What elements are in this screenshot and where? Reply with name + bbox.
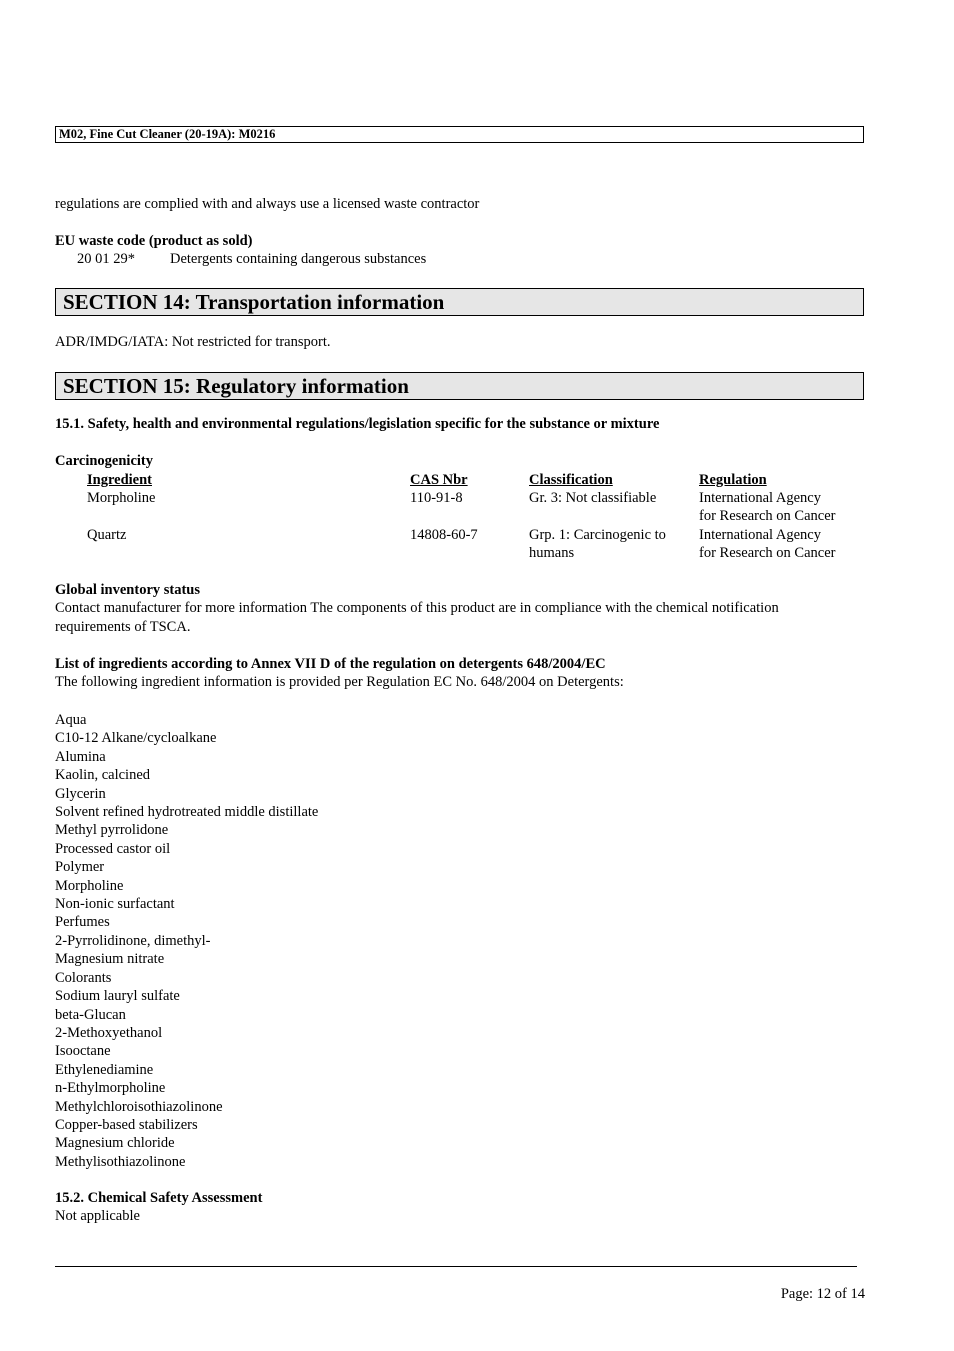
list-item: n-Ethylmorpholine	[55, 1080, 166, 1097]
list-item: Methylchloroisothiazolinone	[55, 1098, 223, 1115]
list-item: Non-ionic surfactant	[55, 896, 175, 913]
global-inventory-line1: Contact manufacturer for more information The components of this product are in compliance with the chemical notification	[55, 600, 779, 616]
ingredient-cell: Morpholine	[87, 490, 156, 506]
list-item: Magnesium chloride	[55, 1135, 175, 1152]
list-item: Morpholine	[55, 877, 124, 894]
list-item: Kaolin, calcined	[55, 767, 151, 784]
page-number: Page: 12 of 14	[780, 1286, 865, 1302]
footer-divider	[55, 1266, 857, 1267]
list-item: Colorants	[55, 969, 112, 986]
document-header: M02, Fine Cut Cleaner (20-19A): M0216	[55, 126, 864, 143]
section-14-title: SECTION 14: Transportation information	[55, 288, 864, 316]
list-item: Alumina	[55, 748, 106, 765]
ingredient-cell: Quartz	[87, 527, 127, 543]
column-header-cas: CAS Nbr	[410, 472, 468, 488]
classification-cell-line2: humans	[529, 545, 575, 561]
list-item: Polymer	[55, 859, 105, 876]
list-item: Aqua	[55, 712, 87, 728]
ingredient-list	[55, 711, 318, 1171]
list-item: 2-Methoxyethanol	[55, 1024, 163, 1041]
section-15-title: SECTION 15: Regulatory information	[55, 372, 864, 400]
list-item: Magnesium nitrate	[55, 951, 165, 968]
list-item: Methylisothiazolinone	[55, 1153, 186, 1170]
list-item: Methyl pyrrolidone	[55, 822, 169, 839]
list-item: Isooctane	[55, 1043, 111, 1060]
eu-waste-code: 20 01 29*	[77, 251, 135, 267]
list-item: Processed castor oil	[55, 840, 171, 857]
column-header-regulation: Regulation	[699, 472, 767, 488]
subsection-15-2: 15.2. Chemical Safety Assessment	[55, 1190, 263, 1206]
list-item: C10-12 Alkane/cycloalkane	[55, 730, 217, 747]
regulation-cell-line1: International Agency	[699, 490, 821, 506]
cas-cell: 110-91-8	[410, 490, 463, 506]
global-inventory-heading: Global inventory status	[55, 582, 201, 598]
regulation-cell-line2: for Research on Cancer	[699, 508, 836, 524]
list-item: Solvent refined hydrotreated middle distillate	[55, 804, 319, 821]
list-item: Copper-based stabilizers	[55, 1116, 198, 1133]
column-header-ingredient: Ingredient	[87, 472, 152, 488]
transport-text: ADR/IMDG/IATA: Not restricted for transport.	[55, 334, 331, 350]
regulation-cell-line2: for Research on Cancer	[699, 545, 836, 561]
eu-waste-description: Detergents containing dangerous substances	[170, 251, 427, 267]
list-item: Ethylenediamine	[55, 1061, 154, 1078]
annex-text: The following ingredient information is provided per Regulation EC No. 648/2004 on Detergents:	[55, 674, 624, 690]
subsection-15-1: 15.1. Safety, health and environmental regulations/legislation specific for the substance or mixture	[55, 416, 660, 432]
list-item: Sodium lauryl sulfate	[55, 988, 180, 1005]
list-item: Glycerin	[55, 785, 106, 802]
waste-disposal-text: regulations are complied with and always use a licensed waste contractor	[55, 196, 480, 212]
eu-waste-heading: EU waste code (product as sold)	[55, 233, 253, 249]
classification-cell: Gr. 3: Not classifiable	[529, 490, 657, 506]
list-item: beta-Glucan	[55, 1006, 126, 1023]
list-item: 2-Pyrrolidinone, dimethyl-	[55, 932, 211, 949]
chemical-safety-text: Not applicable	[55, 1208, 140, 1224]
annex-heading: List of ingredients according to Annex VII D of the regulation on detergents 648/2004/EC	[55, 656, 606, 672]
column-header-classification: Classification	[529, 472, 613, 488]
regulation-cell-line1: International Agency	[699, 527, 821, 543]
carcinogenicity-heading: Carcinogenicity	[55, 453, 153, 469]
global-inventory-line2: requirements of TSCA.	[55, 619, 191, 635]
cas-cell: 14808-60-7	[410, 527, 478, 543]
list-item: Perfumes	[55, 914, 110, 931]
classification-cell-line1: Grp. 1: Carcinogenic to	[529, 527, 666, 543]
